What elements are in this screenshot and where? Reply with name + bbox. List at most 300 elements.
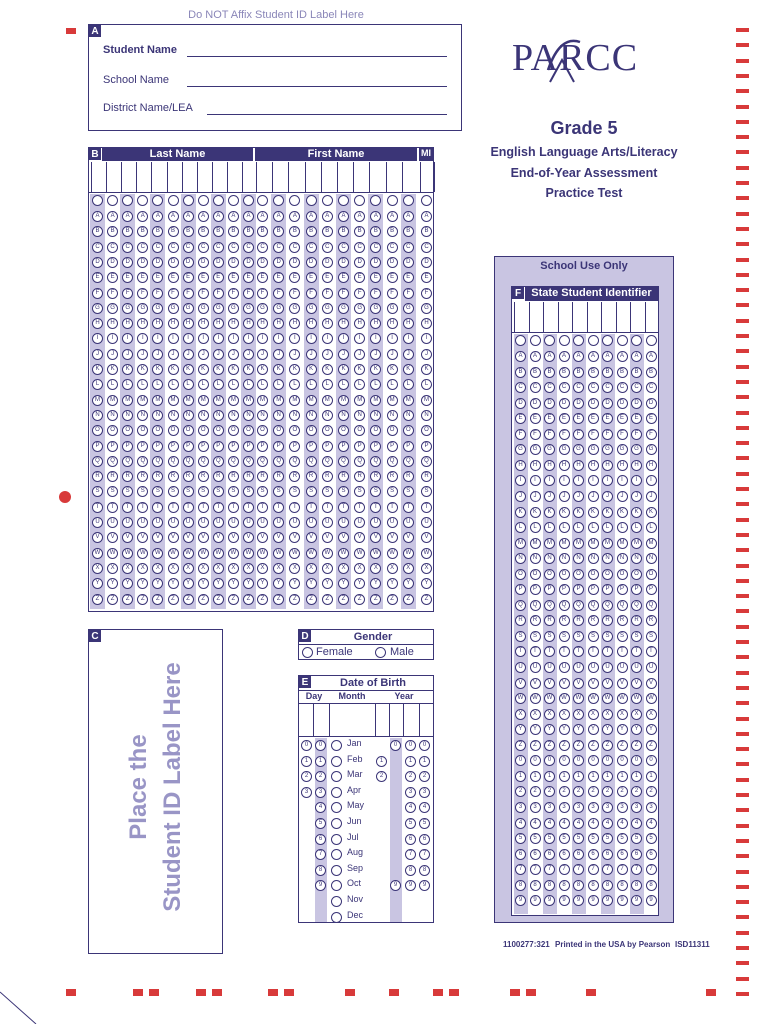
ssid-bubble[interactable]: 5 — [631, 833, 642, 844]
ssid-bubble[interactable]: Q — [530, 600, 541, 611]
letter-bubble[interactable]: E — [322, 272, 333, 283]
letter-bubble[interactable]: F — [387, 288, 398, 299]
letter-bubble[interactable]: T — [289, 502, 300, 513]
letter-bubble[interactable]: T — [257, 502, 268, 513]
letter-bubble[interactable]: Y — [198, 578, 209, 589]
ssid-bubble[interactable]: K — [573, 507, 584, 518]
letter-bubble[interactable]: W — [421, 548, 432, 559]
letter-bubble[interactable]: N — [322, 410, 333, 421]
year-digit-4-bubble[interactable]: 8 — [419, 865, 430, 876]
letter-bubble[interactable]: O — [213, 425, 224, 436]
letter-bubble[interactable]: A — [387, 211, 398, 222]
ssid-bubble[interactable]: 1 — [631, 771, 642, 782]
letter-bubble[interactable]: O — [122, 425, 133, 436]
letter-bubble[interactable]: Y — [228, 578, 239, 589]
letter-bubble[interactable]: A — [198, 211, 209, 222]
ssid-bubble[interactable]: V — [544, 678, 555, 689]
letter-bubble[interactable]: L — [306, 379, 317, 390]
ssid-bubble[interactable]: 8 — [646, 880, 657, 891]
letter-bubble[interactable]: E — [198, 272, 209, 283]
ssid-bubble[interactable]: K — [617, 507, 628, 518]
letter-bubble[interactable]: W — [306, 548, 317, 559]
letter-bubble[interactable]: Y — [107, 578, 118, 589]
ssid-bubble[interactable]: D — [530, 398, 541, 409]
letter-bubble[interactable]: I — [289, 333, 300, 344]
letter-bubble[interactable]: L — [370, 379, 381, 390]
letter-bubble[interactable]: G — [107, 303, 118, 314]
letter-bubble[interactable]: M — [338, 395, 349, 406]
ssid-bubble[interactable]: U — [515, 662, 526, 673]
ssid-bubble[interactable]: 7 — [530, 864, 541, 875]
ssid-bubble[interactable]: 6 — [573, 849, 584, 860]
letter-bubble[interactable]: I — [122, 333, 133, 344]
letter-bubble[interactable]: W — [168, 548, 179, 559]
ssid-bubble[interactable]: R — [602, 615, 613, 626]
ssid-bubble[interactable]: 0 — [617, 755, 628, 766]
ssid-bubble[interactable]: O — [602, 569, 613, 580]
letter-bubble[interactable]: M — [137, 395, 148, 406]
letter-bubble[interactable]: G — [168, 303, 179, 314]
ssid-bubble[interactable]: P — [631, 584, 642, 595]
ssid-bubble[interactable]: 4 — [631, 818, 642, 829]
letter-bubble[interactable]: S — [273, 486, 284, 497]
ssid-bubble[interactable]: W — [559, 693, 570, 704]
letter-bubble[interactable]: H — [198, 318, 209, 329]
letter-bubble[interactable]: Z — [168, 594, 179, 605]
ssid-bubble[interactable]: I — [602, 475, 613, 486]
ssid-bubble[interactable]: N — [646, 553, 657, 564]
ssid-bubble[interactable]: B — [530, 367, 541, 378]
letter-bubble[interactable]: S — [243, 486, 254, 497]
letter-bubble[interactable]: W — [257, 548, 268, 559]
ssid-bubble[interactable]: W — [544, 693, 555, 704]
letter-bubble[interactable]: W — [92, 548, 103, 559]
letter-bubble[interactable]: U — [92, 517, 103, 528]
letter-bubble[interactable]: V — [370, 532, 381, 543]
ssid-bubble[interactable]: 2 — [588, 786, 599, 797]
letter-bubble[interactable]: W — [107, 548, 118, 559]
ssid-bubble[interactable]: 2 — [530, 786, 541, 797]
ssid-bubble[interactable]: L — [617, 522, 628, 533]
ssid-bubble[interactable]: V — [602, 678, 613, 689]
letter-bubble[interactable]: P — [213, 441, 224, 452]
letter-bubble[interactable]: A — [243, 211, 254, 222]
ssid-bubble[interactable]: P — [559, 584, 570, 595]
letter-bubble[interactable]: F — [306, 288, 317, 299]
letter-bubble[interactable]: P — [421, 441, 432, 452]
letter-bubble[interactable]: M — [273, 395, 284, 406]
letter-bubble[interactable]: L — [137, 379, 148, 390]
ssid-bubble[interactable]: L — [544, 522, 555, 533]
ssid-bubble[interactable]: I — [631, 475, 642, 486]
ssid-bubble[interactable]: E — [515, 413, 526, 424]
ssid-bubble[interactable]: E — [631, 413, 642, 424]
letter-bubble[interactable]: D — [92, 257, 103, 268]
ssid-bubble[interactable]: N — [588, 553, 599, 564]
letter-bubble[interactable]: J — [92, 349, 103, 360]
letter-bubble[interactable]: P — [370, 441, 381, 452]
ssid-bubble[interactable]: P — [573, 584, 584, 595]
letter-bubble[interactable]: B — [107, 226, 118, 237]
ssid-bubble[interactable]: 7 — [515, 864, 526, 875]
ssid-bubble[interactable]: Q — [559, 600, 570, 611]
letter-bubble[interactable]: D — [122, 257, 133, 268]
letter-bubble[interactable]: V — [421, 532, 432, 543]
letter-bubble[interactable]: B — [213, 226, 224, 237]
letter-bubble[interactable]: H — [370, 318, 381, 329]
letter-bubble[interactable]: U — [421, 517, 432, 528]
letter-bubble[interactable]: F — [137, 288, 148, 299]
ssid-bubble[interactable]: Q — [617, 600, 628, 611]
letter-bubble[interactable]: U — [122, 517, 133, 528]
ssid-bubble[interactable]: B — [646, 367, 657, 378]
letter-bubble[interactable]: T — [137, 502, 148, 513]
ssid-bubble[interactable]: K — [559, 507, 570, 518]
ssid-bubble[interactable]: N — [573, 553, 584, 564]
ssid-bubble[interactable]: 7 — [631, 864, 642, 875]
ssid-bubble[interactable]: M — [588, 538, 599, 549]
ssid-bubble[interactable]: O — [646, 569, 657, 580]
letter-bubble[interactable]: U — [306, 517, 317, 528]
ssid-bubble[interactable]: W — [530, 693, 541, 704]
letter-bubble[interactable]: X — [243, 563, 254, 574]
letter-bubble[interactable]: J — [289, 349, 300, 360]
letter-bubble[interactable]: O — [243, 425, 254, 436]
letter-bubble[interactable]: U — [338, 517, 349, 528]
ssid-bubble[interactable]: J — [588, 491, 599, 502]
ssid-bubble[interactable]: 1 — [573, 771, 584, 782]
letter-bubble[interactable]: W — [198, 548, 209, 559]
letter-bubble[interactable]: O — [354, 425, 365, 436]
ssid-bubble[interactable]: Z — [573, 740, 584, 751]
letter-bubble[interactable]: F — [243, 288, 254, 299]
letter-bubble[interactable]: K — [387, 364, 398, 375]
letter-bubble[interactable]: H — [228, 318, 239, 329]
ssid-bubble[interactable]: L — [515, 522, 526, 533]
ssid-bubble[interactable]: Q — [544, 600, 555, 611]
ssid-bubble[interactable]: 5 — [646, 833, 657, 844]
letter-bubble[interactable]: N — [107, 410, 118, 421]
letter-bubble[interactable]: Z — [107, 594, 118, 605]
letter-bubble[interactable]: J — [168, 349, 179, 360]
letter-bubble[interactable]: K — [92, 364, 103, 375]
letter-bubble[interactable]: R — [152, 471, 163, 482]
letter-bubble[interactable]: R — [403, 471, 414, 482]
day-digit-2-bubble[interactable]: 6 — [315, 834, 326, 845]
letter-bubble[interactable]: X — [322, 563, 333, 574]
letter-bubble[interactable]: P — [228, 441, 239, 452]
ssid-bubble[interactable]: W — [573, 693, 584, 704]
letter-bubble[interactable]: C — [137, 242, 148, 253]
letter-bubble[interactable]: K — [306, 364, 317, 375]
letter-bubble[interactable]: X — [403, 563, 414, 574]
letter-bubble[interactable]: P — [273, 441, 284, 452]
letter-bubble[interactable]: P — [306, 441, 317, 452]
letter-bubble[interactable]: F — [289, 288, 300, 299]
ssid-bubble[interactable]: H — [602, 460, 613, 471]
letter-bubble[interactable]: D — [322, 257, 333, 268]
ssid-bubble[interactable]: Z — [646, 740, 657, 751]
letter-bubble[interactable]: C — [107, 242, 118, 253]
ssid-bubble[interactable]: G — [530, 444, 541, 455]
letter-bubble[interactable]: B — [322, 226, 333, 237]
day-digit-2-bubble[interactable]: 9 — [315, 880, 326, 891]
letter-bubble[interactable]: Q — [198, 456, 209, 467]
ssid-bubble[interactable]: 4 — [573, 818, 584, 829]
letter-bubble[interactable]: Y — [387, 578, 398, 589]
ssid-bubble[interactable]: P — [646, 584, 657, 595]
ssid-bubble[interactable]: 9 — [588, 895, 599, 906]
ssid-bubble[interactable]: N — [631, 553, 642, 564]
letter-bubble[interactable]: H — [387, 318, 398, 329]
letter-bubble[interactable]: F — [107, 288, 118, 299]
letter-bubble[interactable]: X — [387, 563, 398, 574]
letter-bubble[interactable]: I — [338, 333, 349, 344]
letter-bubble[interactable]: V — [122, 532, 133, 543]
ssid-bubble[interactable]: F — [530, 429, 541, 440]
ssid-bubble[interactable]: X — [515, 709, 526, 720]
ssid-bubble[interactable]: C — [631, 382, 642, 393]
letter-bubble[interactable]: T — [183, 502, 194, 513]
letter-bubble[interactable]: B — [403, 226, 414, 237]
letter-bubble[interactable]: T — [354, 502, 365, 513]
ssid-bubble[interactable]: Y — [646, 724, 657, 735]
letter-bubble[interactable]: L — [92, 379, 103, 390]
letter-bubble[interactable]: F — [370, 288, 381, 299]
letter-bubble[interactable]: Q — [403, 456, 414, 467]
ssid-bubble[interactable]: I — [515, 475, 526, 486]
letter-bubble[interactable]: P — [168, 441, 179, 452]
letter-bubble[interactable]: D — [273, 257, 284, 268]
ssid-bubble[interactable]: I — [573, 475, 584, 486]
letter-bubble[interactable]: Q — [387, 456, 398, 467]
letter-bubble[interactable]: G — [289, 303, 300, 314]
letter-bubble[interactable]: S — [403, 486, 414, 497]
letter-bubble[interactable]: A — [306, 211, 317, 222]
letter-bubble[interactable]: T — [213, 502, 224, 513]
letter-bubble[interactable]: J — [183, 349, 194, 360]
year-digit-3-bubble[interactable]: 5 — [405, 818, 416, 829]
letter-bubble[interactable]: A — [168, 211, 179, 222]
letter-bubble[interactable]: N — [289, 410, 300, 421]
letter-bubble[interactable]: M — [243, 395, 254, 406]
letter-bubble[interactable]: P — [289, 441, 300, 452]
letter-bubble[interactable]: N — [168, 410, 179, 421]
ssid-bubble[interactable]: V — [573, 678, 584, 689]
ssid-bubble[interactable]: F — [559, 429, 570, 440]
letter-bubble[interactable]: S — [354, 486, 365, 497]
letter-bubble[interactable]: I — [306, 333, 317, 344]
letter-bubble[interactable]: O — [152, 425, 163, 436]
ssid-bubble[interactable]: 4 — [530, 818, 541, 829]
day-digit-1-bubble[interactable]: 3 — [301, 787, 312, 798]
letter-bubble[interactable]: F — [257, 288, 268, 299]
ssid-bubble[interactable]: M — [559, 538, 570, 549]
letter-bubble[interactable]: I — [137, 333, 148, 344]
letter-bubble[interactable]: V — [289, 532, 300, 543]
ssid-bubble[interactable]: Z — [515, 740, 526, 751]
ssid-bubble[interactable]: 4 — [646, 818, 657, 829]
letter-bubble[interactable]: X — [107, 563, 118, 574]
ssid-bubble[interactable]: S — [646, 631, 657, 642]
letter-bubble[interactable]: A — [152, 211, 163, 222]
letter-bubble[interactable]: Y — [243, 578, 254, 589]
letter-bubble[interactable]: K — [198, 364, 209, 375]
letter-bubble[interactable]: V — [257, 532, 268, 543]
ssid-bubble[interactable]: L — [573, 522, 584, 533]
letter-bubble[interactable]: T — [243, 502, 254, 513]
letter-bubble[interactable]: C — [322, 242, 333, 253]
letter-bubble[interactable]: M — [322, 395, 333, 406]
letter-bubble[interactable]: X — [228, 563, 239, 574]
letter-bubble[interactable]: R — [306, 471, 317, 482]
letter-bubble[interactable]: I — [152, 333, 163, 344]
letter-bubble[interactable]: N — [122, 410, 133, 421]
letter-bubble[interactable]: Q — [183, 456, 194, 467]
letter-bubble[interactable]: X — [137, 563, 148, 574]
letter-bubble[interactable]: I — [273, 333, 284, 344]
year-digit-3-bubble[interactable]: 1 — [405, 756, 416, 767]
letter-bubble[interactable]: P — [122, 441, 133, 452]
letter-bubble[interactable]: O — [257, 425, 268, 436]
letter-bubble[interactable]: I — [168, 333, 179, 344]
ssid-bubble[interactable]: M — [530, 538, 541, 549]
ssid-bubble[interactable]: J — [631, 491, 642, 502]
ssid-bubble[interactable]: E — [588, 413, 599, 424]
letter-bubble[interactable]: H — [289, 318, 300, 329]
letter-bubble[interactable]: T — [198, 502, 209, 513]
letter-bubble[interactable]: L — [289, 379, 300, 390]
ssid-bubble[interactable]: Z — [559, 740, 570, 751]
letter-bubble[interactable]: S — [183, 486, 194, 497]
letter-bubble[interactable]: Y — [122, 578, 133, 589]
ssid-bubble[interactable]: 0 — [646, 755, 657, 766]
ssid-bubble[interactable]: Z — [617, 740, 628, 751]
letter-bubble[interactable]: K — [168, 364, 179, 375]
letter-bubble[interactable]: J — [107, 349, 118, 360]
letter-bubble[interactable]: V — [354, 532, 365, 543]
ssid-bubble[interactable]: U — [646, 662, 657, 673]
ssid-bubble[interactable]: R — [515, 615, 526, 626]
letter-bubble[interactable]: W — [213, 548, 224, 559]
letter-bubble[interactable]: G — [257, 303, 268, 314]
letter-bubble[interactable]: Z — [257, 594, 268, 605]
ssid-bubble[interactable]: Y — [631, 724, 642, 735]
ssid-bubble[interactable]: F — [602, 429, 613, 440]
ssid-bubble[interactable]: F — [631, 429, 642, 440]
letter-bubble[interactable]: E — [306, 272, 317, 283]
letter-bubble[interactable]: D — [338, 257, 349, 268]
letter-bubble[interactable]: V — [387, 532, 398, 543]
letter-bubble[interactable]: Z — [387, 594, 398, 605]
ssid-bubble[interactable]: C — [646, 382, 657, 393]
letter-bubble[interactable]: M — [198, 395, 209, 406]
letter-bubble[interactable]: F — [213, 288, 224, 299]
letter-bubble[interactable]: F — [228, 288, 239, 299]
letter-bubble[interactable]: V — [137, 532, 148, 543]
ssid-bubble[interactable]: 7 — [588, 864, 599, 875]
letter-bubble[interactable]: C — [243, 242, 254, 253]
letter-bubble[interactable]: S — [228, 486, 239, 497]
letter-bubble[interactable]: J — [354, 349, 365, 360]
ssid-bubble[interactable]: J — [573, 491, 584, 502]
ssid-bubble[interactable]: D — [588, 398, 599, 409]
letter-bubble[interactable]: B — [228, 226, 239, 237]
ssid-bubble[interactable]: 3 — [617, 802, 628, 813]
letter-bubble[interactable]: X — [421, 563, 432, 574]
ssid-bubble[interactable]: S — [544, 631, 555, 642]
letter-bubble[interactable]: O — [273, 425, 284, 436]
ssid-bubble[interactable]: P — [588, 584, 599, 595]
letter-bubble[interactable]: Y — [152, 578, 163, 589]
letter-bubble[interactable]: K — [322, 364, 333, 375]
ssid-bubble[interactable]: 0 — [515, 755, 526, 766]
ssid-bubble[interactable]: 1 — [544, 771, 555, 782]
letter-bubble[interactable]: K — [421, 364, 432, 375]
ssid-bubble[interactable]: V — [646, 678, 657, 689]
ssid-bubble[interactable]: O — [617, 569, 628, 580]
letter-bubble[interactable]: Y — [183, 578, 194, 589]
letter-bubble[interactable]: S — [137, 486, 148, 497]
year-digit-3-bubble[interactable]: 3 — [405, 787, 416, 798]
ssid-bubble[interactable]: T — [602, 646, 613, 657]
letter-bubble[interactable]: G — [322, 303, 333, 314]
letter-bubble[interactable]: P — [183, 441, 194, 452]
ssid-bubble[interactable]: F — [617, 429, 628, 440]
letter-bubble[interactable]: X — [152, 563, 163, 574]
ssid-bubble[interactable]: Q — [602, 600, 613, 611]
ssid-bubble[interactable]: E — [602, 413, 613, 424]
letter-bubble[interactable]: M — [122, 395, 133, 406]
year-digit-2-bubble[interactable]: 9 — [390, 880, 401, 891]
letter-bubble[interactable]: B — [354, 226, 365, 237]
ssid-bubble[interactable]: G — [573, 444, 584, 455]
letter-bubble[interactable]: A — [421, 211, 432, 222]
ssid-bubble[interactable]: O — [544, 569, 555, 580]
ssid-bubble[interactable]: M — [544, 538, 555, 549]
letter-bubble[interactable]: M — [289, 395, 300, 406]
letter-bubble[interactable]: E — [338, 272, 349, 283]
ssid-bubble[interactable]: 2 — [515, 786, 526, 797]
ssid-bubble[interactable]: T — [559, 646, 570, 657]
letter-bubble[interactable]: L — [421, 379, 432, 390]
day-digit-2-bubble[interactable]: 1 — [315, 756, 326, 767]
letter-bubble[interactable]: I — [387, 333, 398, 344]
ssid-bubble[interactable]: S — [530, 631, 541, 642]
letter-bubble[interactable]: J — [213, 349, 224, 360]
ssid-bubble[interactable]: 7 — [617, 864, 628, 875]
letter-bubble[interactable]: Q — [370, 456, 381, 467]
ssid-bubble[interactable]: 7 — [602, 864, 613, 875]
letter-bubble[interactable]: O — [289, 425, 300, 436]
ssid-bubble[interactable]: G — [602, 444, 613, 455]
ssid-bubble[interactable]: E — [544, 413, 555, 424]
letter-bubble[interactable]: D — [198, 257, 209, 268]
letter-bubble[interactable]: A — [92, 211, 103, 222]
letter-bubble[interactable]: O — [92, 425, 103, 436]
day-digit-1-bubble[interactable]: 1 — [301, 756, 312, 767]
letter-bubble[interactable]: L — [403, 379, 414, 390]
ssid-bubble[interactable]: F — [544, 429, 555, 440]
year-digit-3-bubble[interactable]: 0 — [405, 740, 416, 751]
ssid-bubble[interactable]: 5 — [588, 833, 599, 844]
ssid-bubble[interactable]: C — [588, 382, 599, 393]
letter-bubble[interactable]: X — [354, 563, 365, 574]
ssid-bubble[interactable]: V — [631, 678, 642, 689]
letter-bubble[interactable]: C — [370, 242, 381, 253]
ssid-bubble[interactable]: 6 — [646, 849, 657, 860]
ssid-bubble[interactable]: I — [544, 475, 555, 486]
